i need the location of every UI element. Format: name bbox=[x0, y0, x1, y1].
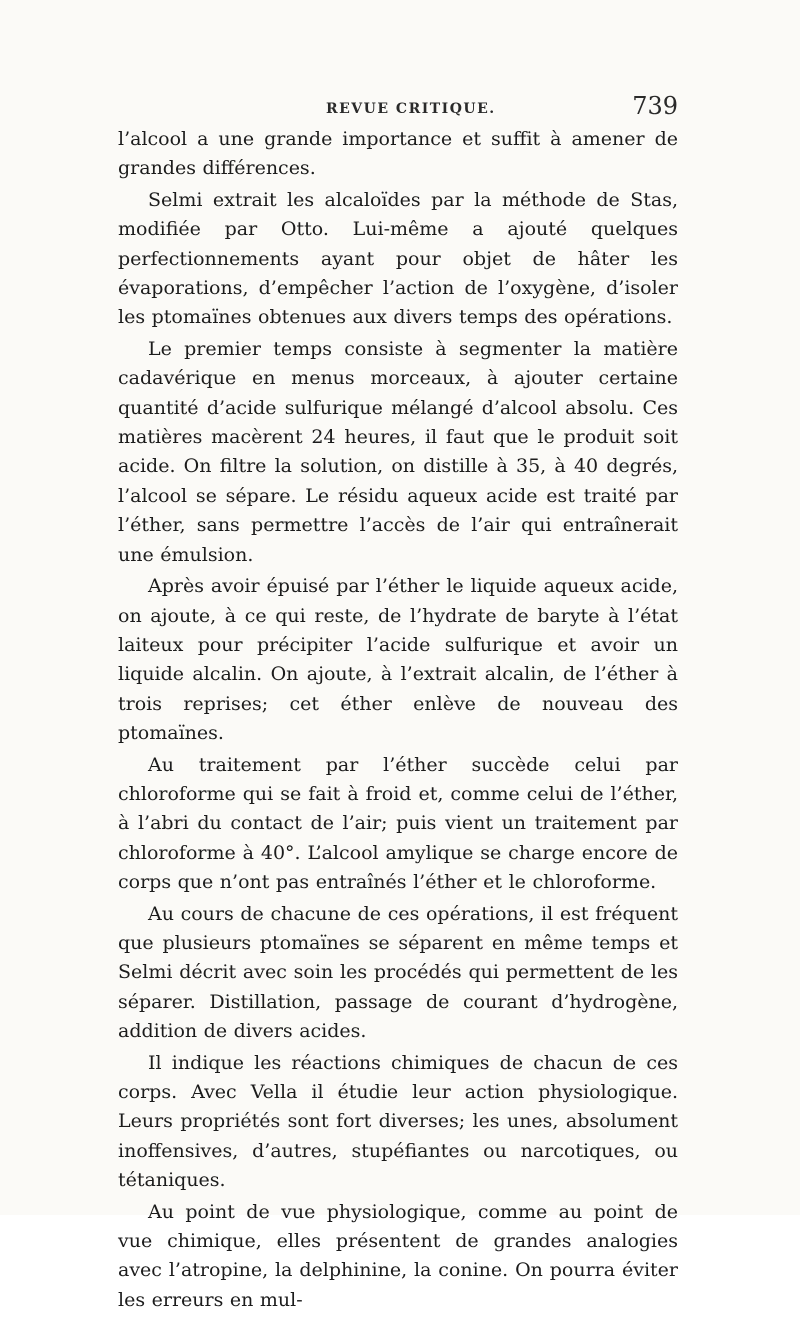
paragraph-chloroform: Au traitement par l’éther succède celui par chloroforme qui se fait à froid et, comme celui de l’éther, à l’abri du contact de l’air; puis vient un traitement par chloroforme à 40°. L’alcool amylique se charge encore de corps que n’ont pas entraînés l’éther et le chloroforme. bbox=[118, 753, 678, 894]
paragraph-selmi-extraction: Selmi extrait les alcaloïdes par la méthode de Stas, modifiée par Otto. Lui-même a ajouté quelques perfectionnements ayant pour objet de hâter les évaporations, d’empêcher l’action de l’oxygène, d’isoler les ptomaïnes obtenues aux divers temps des opérations. bbox=[118, 188, 678, 329]
body-text bbox=[118, 125, 678, 1317]
paragraph-first-step: Le premier temps consiste à segmenter la matière cadavérique en menus morceaux, à ajouter certaine quantité d’acide sulfurique mélangé d’alcool absolu. Ces matières macèrent 24 heures, il faut que le produit soit acide. On filtre la solution, on distille à 35, à 40 degrés, l’alcool se sépare. Le résidu aqueux acide est traité par l’éther, sans permettre l’accès de l’air qui entraînerait une émulsion. bbox=[118, 337, 678, 566]
paragraph-physiology: Au point de vue physiologique, comme au point de vue chimique, elles présentent de grandes analogies avec l’atropine, la delphinine, la conine. On pourra éviter les erreurs en mul- bbox=[118, 1200, 678, 1311]
paragraph-continuation: l’alcool a une grande importance et suffit à amener de grandes différences. bbox=[118, 128, 678, 180]
running-title: REVUE CRITIQUE. bbox=[326, 101, 496, 117]
paragraph-baryta: Après avoir épuisé par l’éther le liquide aqueux acide, on ajoute, à ce qui reste, de l’hydrate de baryte à l’état laiteux pour précipiter l’acide sulfurique et avoir un liquide alcalin. On ajoute, à l’extrait alcalin, de l’éther à trois reprises; cet éther enlève de nouveau des ptomaïnes. bbox=[118, 575, 678, 745]
page-number: 739 bbox=[632, 92, 678, 120]
paragraph-reactions: Il indique les réactions chimiques de chacun de ces corps. Avec Vella il étudie leur action physiologique. Leurs propriétés sont fort diverses; les unes, absolument inoffensives, d’autres, stupéfiantes ou narcotiques, ou tétaniques. bbox=[118, 1051, 678, 1192]
paragraph-separation: Au cours de chacune de ces opérations, il est fréquent que plusieurs ptomaïnes se séparent en même temps et Selmi décrit avec soin les procédés qui permettent de les séparer. Distillation, passage de courant d’hydrogène, addition de divers acides. bbox=[118, 902, 678, 1043]
